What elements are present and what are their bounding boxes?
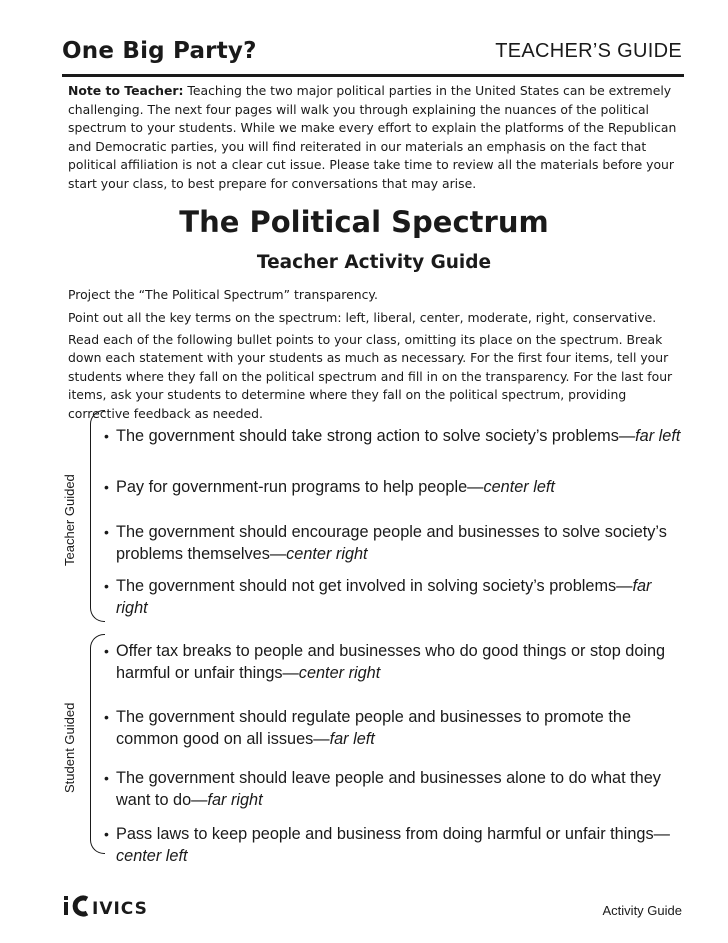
teacher-item-3 [104, 521, 684, 565]
student-guided-bracket [90, 634, 105, 854]
student-item-1 [104, 640, 684, 684]
note-text: Teaching the two major political parties in the United States can be extremely challenging. The next four pages will walk you through explaining the nuances of the political spectrum to your students. While we make every effort to explain the platforms of the Republican and Democratic parties, you will find reiterated in our materials an emphasis on the fact that political affiliation is not a clear cut issue. Please take time to review all the materials before your start your class, to best prepare for conversations that may arise. [68, 83, 677, 191]
teacher-guided-bracket [90, 410, 105, 622]
spectrum-answer: center right [298, 664, 381, 682]
footer-label: Activity Guide [602, 903, 682, 918]
spectrum-answer: center left [483, 478, 555, 496]
teacher-item-2 [104, 476, 684, 498]
bullet-icon: • [104, 524, 109, 540]
teacher-guided-label: Teacher Guided [62, 474, 77, 566]
teacher-item-1 [104, 425, 684, 447]
statement-text: The government should not get involved in solving society’s problems— [116, 577, 633, 595]
spectrum-answer: far right [116, 577, 652, 617]
bullet-icon: • [104, 578, 109, 594]
bullet-icon: • [104, 826, 109, 842]
student-item-2 [104, 706, 684, 750]
teacher-item-4 [104, 575, 684, 619]
bullet-icon: • [104, 479, 109, 495]
spectrum-answer: far left [329, 730, 375, 748]
header-rule [62, 74, 684, 77]
spectrum-answer: center right [286, 545, 368, 563]
statement-text: Pass laws to keep people and business from doing harmful or unfair things— [116, 825, 670, 843]
spectrum-answer: far right [207, 791, 263, 809]
statement-text: The government should take strong action to solve society’s problems— [116, 427, 636, 445]
student-guided-label: Student Guided [62, 702, 77, 793]
bullet-icon: • [104, 643, 109, 659]
page-header [62, 38, 682, 74]
instruction-1: Project the “The Political Spectrum” transparency. [68, 287, 378, 302]
page-subtitle: Teacher Activity Guide [256, 252, 492, 273]
bullet-icon: • [104, 709, 109, 725]
statement-text: Offer tax breaks to people and businesses who do good things or stop doing harmful or unfair things— [116, 642, 666, 682]
spectrum-answer: far left [635, 427, 681, 445]
instruction-2: Point out all the key terms on the spectrum: left, liberal, center, moderate, right, conservative. [68, 310, 657, 325]
bullet-icon: • [104, 428, 109, 444]
bullet-icon: • [104, 770, 109, 786]
statement-text: Pay for government-run programs to help people— [116, 478, 484, 496]
guide-label: TEACHER’S GUIDE [495, 40, 682, 62]
statement-text: The government should encourage people and businesses to solve society’s problems themselves— [116, 523, 667, 563]
note-label: Note to Teacher: [68, 83, 184, 98]
statement-text: The government should leave people and businesses alone to do what they want to do— [116, 769, 661, 809]
page-title: The Political Spectrum [179, 205, 549, 239]
student-item-3 [104, 767, 684, 811]
spectrum-answer: center left [116, 847, 188, 865]
student-item-4 [104, 823, 684, 867]
icivics-logo [62, 893, 158, 917]
teacher-note [68, 82, 690, 194]
svg-text:IVICS: IVICS [92, 899, 148, 917]
document-title: One Big Party? [62, 38, 257, 64]
instruction-3: Read each of the following bullet points to your class, omitting its place on the spectrum. Break down each statement with your students as much as necessary. For the first four items, tell your students where they fall on the political spectrum and fill in on the transparency. For the last four items, ask your students to determine where they fall on the political spectrum, providing corrective feedback as needed. [68, 332, 673, 421]
statement-text: The government should regulate people and businesses to promote the common good on all issues— [116, 708, 632, 748]
